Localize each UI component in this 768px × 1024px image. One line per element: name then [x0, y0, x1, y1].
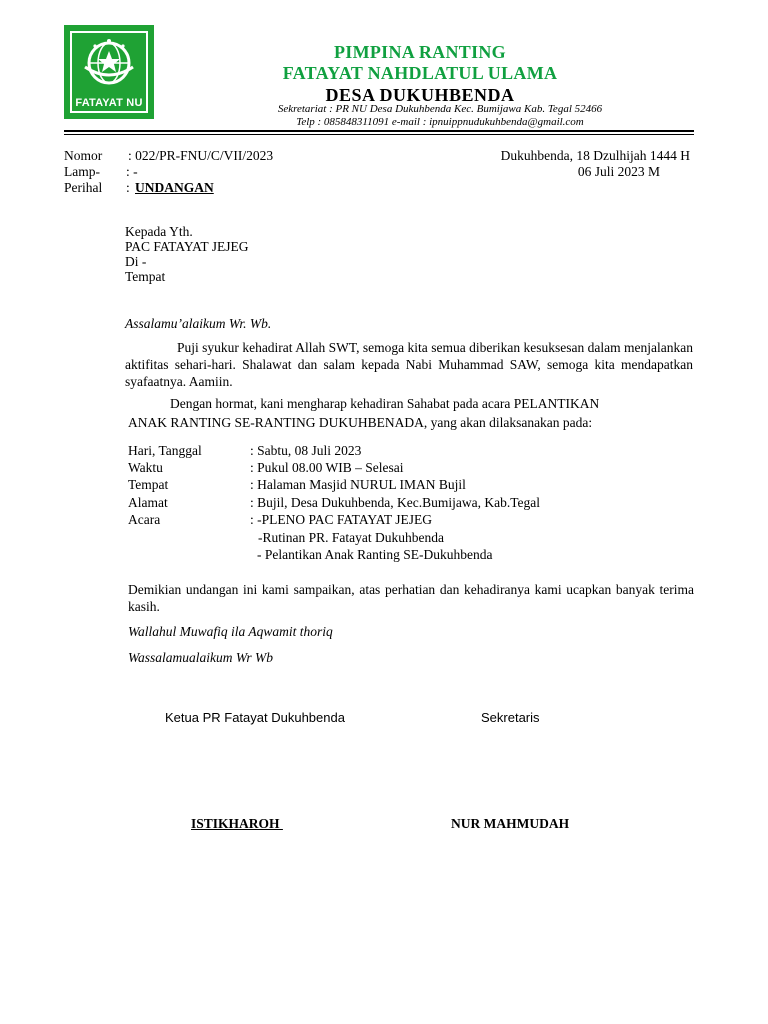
detail-value-hari: : Sabtu, 08 Juli 2023: [250, 443, 362, 458]
detail-label-waktu: Waktu: [128, 460, 163, 475]
contact-line: Telp : 085848311091 e-mail : ipnuippnudukuhbenda@gmail.com: [296, 116, 584, 128]
recipient-line4: Tempat: [125, 269, 166, 284]
detail-label-tempat: Tempat: [128, 477, 169, 492]
signature-name-chair: ISTIKHAROH: [191, 816, 283, 831]
secretariat-address: Sekretariat : PR NU Desa Dukuhbenda Kec. Bumijawa Kab. Tegal 52466: [277, 103, 603, 115]
detail-label-alamat: Alamat: [128, 495, 168, 510]
invitation-line1: Dengan hormat, kani mengharap kehadiran Sahabat pada acara PELANTIKAN: [170, 396, 600, 411]
closing-line2: Wassalamualaikum Wr Wb: [128, 650, 274, 665]
date-masehi: 06 Juli 2023 M: [577, 164, 660, 179]
perihal-value: UNDANGAN: [135, 180, 214, 195]
acara-item-2: -Rutinan PR. Fatayat Dukuhbenda: [258, 530, 444, 545]
signature-title-chair: Ketua PR Fatayat Dukuhbenda: [165, 710, 345, 725]
opening-paragraph: Puji syukur kehadirat Allah SWT, semoga kita semua diberikan kesuksesan dalam menjalankan aktifitas sehari-hari. Shalawat dan salam kepada Nabi Muhammad SAW, semoga kita mendapatkan syafaatnya. Aamiin.: [125, 340, 693, 389]
lamp-label: Lamp-: [64, 164, 100, 179]
date-hijri: Dukuhbenda, 18 Dzulhijah 1444 H: [500, 148, 690, 163]
recipient-line2: PAC FATAYAT JEJEG: [125, 239, 249, 254]
acara-item-3: - Pelantikan Anak Ranting SE-Dukuhbenda: [257, 547, 493, 562]
detail-value-acara: : -PLENO PAC FATAYAT JEJEG: [250, 512, 432, 527]
detail-label-acara: Acara: [128, 512, 161, 527]
signature-title-secretary: Sekretaris: [481, 710, 540, 725]
detail-label-hari: Hari, Tanggal: [128, 443, 202, 458]
invitation-line2: ANAK RANTING SE-RANTING DUKUHBENADA, yang akan dilaksanakan pada:: [128, 415, 593, 430]
perihal-colon: :: [126, 180, 130, 195]
signature-name-secretary: NUR MAHMUDAH: [451, 816, 570, 831]
perihal-label: Perihal: [64, 180, 103, 195]
greeting: Assalamu’alaikum Wr. Wb.: [125, 316, 272, 331]
org-title-line1: PIMPINA RANTING: [333, 42, 506, 62]
header-rule-thick: [64, 130, 694, 132]
closing-line1: Wallahul Muwafiq ila Aqwamit thoriq: [128, 624, 333, 639]
closing-paragraph: Demikian undangan ini kami sampaikan, atas perhatian dan kehadiranya kami ucapkan banyak terima kasih.: [128, 582, 694, 614]
nomor-value: : 022/PR-FNU/C/VII/2023: [128, 148, 274, 163]
logo-label: FATAYAT NU: [75, 97, 143, 109]
detail-value-alamat: : Bujil, Desa Dukuhbenda, Kec.Bumijawa, Kab.Tegal: [250, 495, 540, 510]
fatayat-nu-logo: [64, 25, 154, 119]
detail-value-tempat: : Halaman Masjid NURUL IMAN Bujil: [250, 477, 466, 492]
lamp-value: : -: [126, 164, 138, 179]
recipient-line3: Di -: [125, 254, 147, 269]
recipient-line1: Kepada Yth.: [125, 224, 193, 239]
org-title-line3: DESA DUKUHBENDA: [325, 85, 515, 105]
detail-value-waktu: : Pukul 08.00 WIB – Selesai: [250, 460, 404, 475]
nomor-label: Nomor: [64, 148, 103, 163]
header-rule-thin: [64, 134, 694, 135]
org-title-line2: FATAYAT NAHDLATUL ULAMA: [282, 63, 558, 83]
nu-globe-emblem-icon: [79, 35, 139, 95]
